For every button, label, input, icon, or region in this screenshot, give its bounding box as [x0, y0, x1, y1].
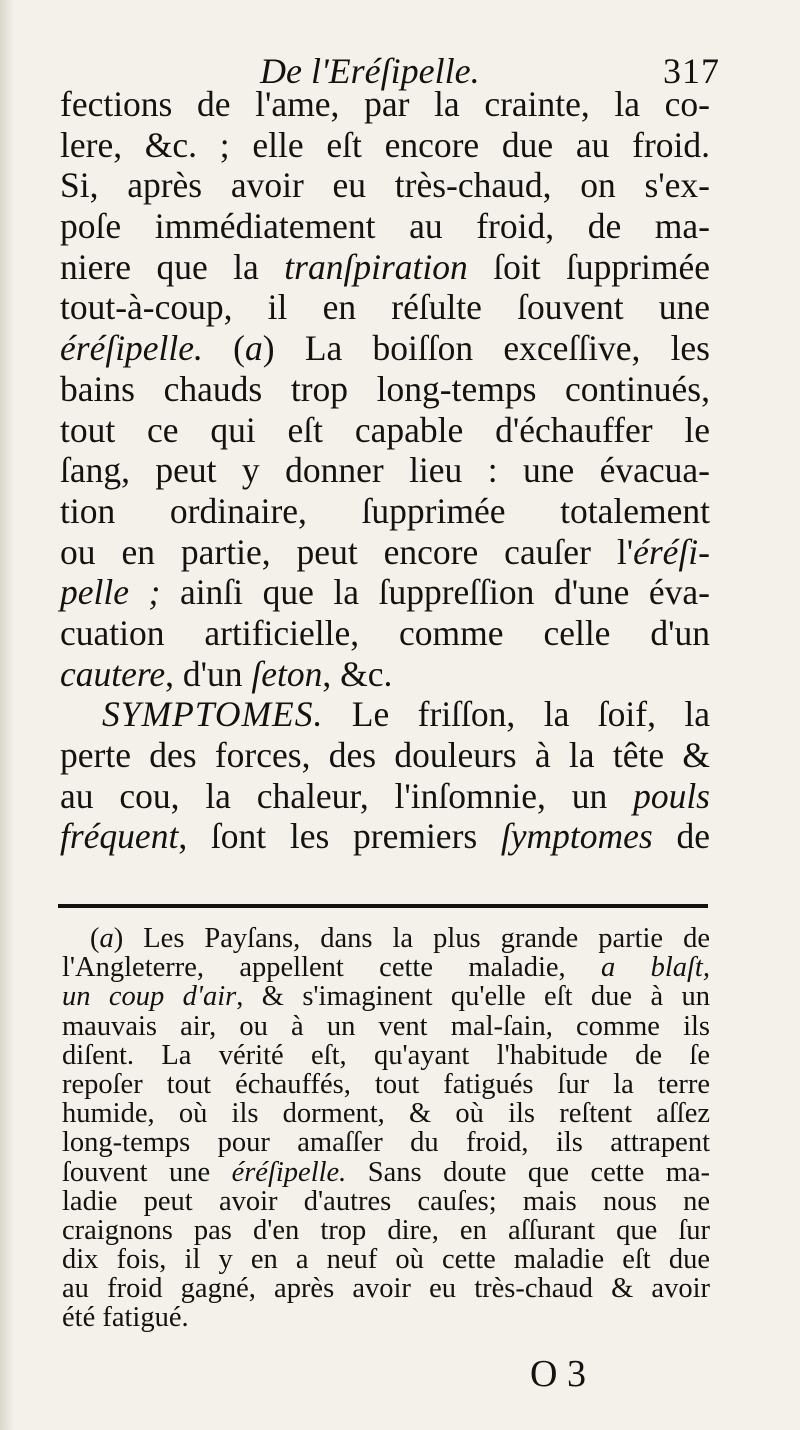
footnote-line: été fatigué.: [62, 1302, 189, 1334]
body-line: Si, après avoir eu très-chaud, on s'ex-: [60, 165, 710, 206]
footnote-line: au froid gagné, après avoir eu très-chaud & avoir: [62, 1273, 710, 1305]
footnote-divider: [58, 904, 708, 908]
italic-term: éréſi-: [633, 531, 710, 572]
running-title: De l'Eréſipelle.: [260, 51, 480, 91]
italic-term: un coup d'air: [62, 981, 237, 1013]
signature-mark: O 3: [530, 1353, 586, 1395]
footnote-line: mauvais air, ou à un vent mal-ſain, comme ils: [62, 1010, 710, 1042]
body-line: éréſipelle. (a) La boiſſon exceſſive, les: [60, 328, 711, 369]
body-line: tion ordinaire, ſupprimée totalement: [60, 490, 710, 531]
italic-term: éréſipelle.: [60, 328, 203, 369]
body-line: cautere, d'un ſeton, &c.: [60, 653, 393, 694]
body-line: SYMPTOMES. Le friſſon, la ſoif, la: [102, 694, 710, 735]
body-line: niere que la tranſpiration ſoit ſupprimée: [60, 246, 710, 287]
italic-term: fréquent: [60, 816, 179, 857]
footnote-line: un coup d'air, & s'imaginent qu'elle eſt due à un: [62, 981, 710, 1013]
body-line: au cou, la chaleur, l'inſomnie, un pouls: [60, 775, 710, 816]
body-line: bains chauds trop long-temps continués,: [60, 368, 710, 409]
body-line: lere, &c. ; elle eſt encore due au froid.: [60, 124, 710, 165]
italic-term: pouls: [633, 775, 710, 816]
body-line: cuation artificielle, comme celle d'un: [60, 612, 710, 653]
footnote-line: repoſer tout échauffés, tout fatigués ſur la terre: [62, 1068, 710, 1100]
footnote-line: ladie peut avoir d'autres cauſes; mais nous ne: [62, 1185, 710, 1217]
body-line: pelle ; ainſi que la ſuppreſſion d'une éva-: [60, 572, 710, 613]
body-line: perte des forces, des douleurs à la tête &: [60, 735, 710, 775]
italic-term: a blaſt,: [601, 952, 710, 984]
footnote-ref: a: [245, 328, 263, 369]
italic-term: éréſipelle.: [231, 1156, 347, 1188]
footnote-line: humide, où ils dorment, & où ils reſtent aſſez: [62, 1098, 710, 1130]
body-line: ſang, peut y donner lieu : une évacua-: [60, 450, 710, 491]
footnote-line: l'Angleterre, appellent cette maladie, a blaſt,: [62, 952, 710, 984]
body-line: poſe immédiatement au froid, de ma-: [60, 206, 710, 247]
footnote-line: diſent. La vérité eſt, qu'ayant l'habitude de ſe: [62, 1039, 710, 1071]
italic-term: ſymptomes: [500, 816, 653, 857]
footnote-ref: a: [99, 923, 114, 954]
body-line: tout-à-coup, il en réſulte ſouvent une: [60, 287, 710, 328]
body-line: tout ce qui eſt capable d'échauffer le: [60, 409, 710, 450]
body-line: ou en partie, peut encore cauſer l'éréſi-: [60, 531, 710, 572]
body-line: fections de l'ame, par la crainte, la co-: [60, 84, 710, 124]
footnote-line: long-temps pour amaſſer du froid, ils attrapent: [62, 1127, 710, 1159]
footnote-line: craignons pas d'en trop dire, en aſſurant que ſur: [62, 1214, 710, 1246]
footnote-line: dix fois, il y en a neuf où cette maladie eſt due: [62, 1244, 710, 1276]
page-gutter-shadow: [0, 0, 14, 1430]
page-number: 317: [663, 51, 720, 91]
italic-term: ſeton: [251, 653, 323, 694]
footnote-line: ſouvent une éréſipelle. Sans doute que cette ma-: [62, 1156, 711, 1188]
footnote: [62, 924, 710, 1333]
italic-term: tranſpiration: [284, 246, 468, 287]
body-line: fréquent, ſont les premiers ſymptomes de: [60, 816, 710, 857]
italic-term: pelle ;: [60, 572, 161, 613]
section-heading: SYMPTOMES.: [102, 694, 324, 735]
footnote-line: (a) Les Payſans, dans la plus grande partie de: [90, 923, 710, 954]
italic-term: cautere: [60, 653, 166, 694]
body-text: [60, 84, 710, 857]
